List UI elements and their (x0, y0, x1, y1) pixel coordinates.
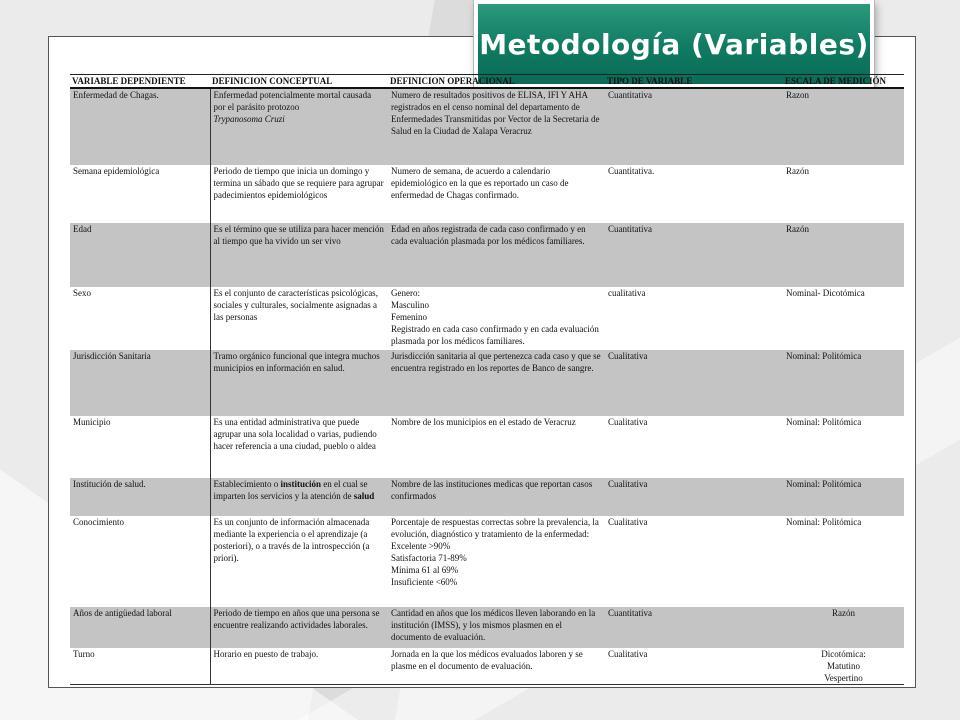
cell-variable: Jurisdicción Sanitaria (70, 350, 210, 416)
cell-conceptual: Es el término que se utiliza para hacer mención al tiempo que ha vivido un ser vivo (210, 223, 388, 287)
scale-line: Vespertino (824, 673, 863, 683)
cell-conceptual (210, 88, 388, 165)
cell-scale: Razón (783, 223, 904, 287)
cell-scale: Nominal: Politómica (783, 350, 904, 416)
conceptual-italic-text: Trypanosoma Cruzi (213, 114, 285, 124)
table-row (70, 607, 904, 648)
cell-scale: Nominal: Politómica (783, 478, 904, 516)
cell-variable: Edad (70, 223, 210, 287)
operational-line: Excelente >90% (391, 541, 451, 551)
cell-variable: Años de antigüedad laboral (70, 607, 210, 648)
header-operational: DEFINICION OPERACIONAL (388, 75, 605, 89)
table-row (70, 416, 904, 478)
cell-scale: Razón (783, 607, 904, 648)
cell-type: Cualitativa (605, 516, 783, 607)
cell-type: Cualitativa (605, 350, 783, 416)
cell-conceptual: Es un conjunto de información almacenada mediante la experiencia o el aprendizaje (a posteriori), o a través de la introspección (a priori). (210, 516, 388, 607)
cell-type: Cuantitativa (605, 607, 783, 648)
conceptual-bold-text: institución (280, 479, 321, 489)
cell-operational: Numero de resultados positivos de ELISA, IFI Y AHA registrados en el censo nominal del departamento de Enfermedades Transmitidas por Vector de la Secretaria de Salud en la Ciudad de Xalapa Veracruz (388, 88, 605, 165)
cell-scale: Nominal- Dicotómica (783, 287, 904, 350)
cell-conceptual (210, 478, 388, 516)
cell-operational: Jurisdicción sanitaria al que pertenezca cada caso y que se encuentra registrado en los reportes de Banco de sangre. (388, 350, 605, 416)
cell-type: Cuantitativa (605, 223, 783, 287)
operational-line: Femenino (391, 312, 427, 322)
cell-type: Cualitativa (605, 478, 783, 516)
table-row (70, 478, 904, 516)
cell-variable: Turno (70, 648, 210, 685)
cell-variable: Municipio (70, 416, 210, 478)
cell-operational (388, 516, 605, 607)
conceptual-text: en el cual se imparten los servicios y la atención de (213, 479, 368, 501)
operational-line: Masculino (391, 300, 429, 310)
table-header-row (70, 75, 904, 89)
cell-conceptual: Es una entidad administrativa que puede agrupar una sola localidad o varias, pudiendo hacer referencia a una ciudad, pueblo o aldea (210, 416, 388, 478)
table-row (70, 165, 904, 223)
operational-line: Registrado en cada caso confirmado y en cada evaluación plasmada por los médicos familiares. (391, 324, 599, 346)
cell-operational: Nombre de los municipios en el estado de Veracruz (388, 416, 605, 478)
cell-variable: Semana epidemiológica (70, 165, 210, 223)
operational-line: Satisfactoria 71-89% (391, 553, 467, 563)
cell-conceptual: Periodo de tiempo que inicia un domingo y termina un sábado que se requiere para agrupar padecimientos epidemiológicos (210, 165, 388, 223)
cell-type: Cualitativa (605, 416, 783, 478)
operational-line: Genero: (391, 288, 420, 298)
cell-type: Cuantitativa (605, 88, 783, 165)
header-variable: VARIABLE DEPENDIENTE (70, 75, 210, 89)
variables-table (70, 74, 904, 685)
scale-line: Dicotómica: (821, 649, 866, 659)
conceptual-text: Establecimiento o (213, 479, 279, 489)
cell-variable: Enfermedad de Chagas. (70, 88, 210, 165)
cell-variable: Sexo (70, 287, 210, 350)
cell-type: cualitativa (605, 287, 783, 350)
cell-operational: Jornada en la que los médicos evaluados laboren y se plasme en el documento de evaluación. (388, 648, 605, 685)
table-row (70, 287, 904, 350)
page-title: Metodología (Variables) (479, 28, 869, 61)
cell-variable: Conocimiento (70, 516, 210, 607)
cell-scale: Nominal: Politómica (783, 416, 904, 478)
cell-type: Cualitativa (605, 648, 783, 685)
table-row (70, 223, 904, 287)
cell-scale: Razón (783, 165, 904, 223)
header-conceptual: DEFINICION CONCEPTUAL (210, 75, 388, 89)
cell-scale: Nominal: Politómica (783, 516, 904, 607)
scale-line: Matutino (827, 661, 860, 671)
cell-conceptual: Periodo de tiempo en años que una persona se encuentre realizando actividades laborales. (210, 607, 388, 648)
cell-operational (388, 287, 605, 350)
header-type: TIPO DE VARIABLE (605, 75, 783, 89)
conceptual-text: Enfermedad potencialmente mortal causada por el parásito protozoo (213, 90, 372, 112)
table-row (70, 88, 904, 165)
table-row (70, 648, 904, 685)
operational-line: Insuficiente <60% (391, 577, 458, 587)
cell-operational: Cantidad en años que los médicos lleven laborando en la institución (IMSS), y los mismos plasmen en el documento de evaluación. (388, 607, 605, 648)
cell-variable: Institución de salud. (70, 478, 210, 516)
conceptual-bold-text: salud (353, 491, 375, 501)
operational-line: Mínima 61 al 69% (391, 565, 459, 575)
cell-operational: Nombre de las instituciones medicas que reportan casos confirmados (388, 478, 605, 516)
cell-operational: Numero de semana, de acuerdo a calendario epidemiológico en la que es reportado un caso de enfermedad de Chagas confirmado. (388, 165, 605, 223)
table-row (70, 516, 904, 607)
cell-type: Cuantitativa. (605, 165, 783, 223)
cell-scale: Razon (783, 88, 904, 165)
cell-conceptual: Tramo orgánico funcional que integra muchos municipios en información en salud. (210, 350, 388, 416)
cell-conceptual: Horario en puesto de trabajo. (210, 648, 388, 685)
header-scale: ESCALA DE MEDICIÓN (783, 75, 904, 89)
cell-conceptual: Es el conjunto de características psicológicas, sociales y culturales, socialmente asignadas a las personas (210, 287, 388, 350)
cell-operational: Edad en años registrada de cada caso confirmado y en cada evaluación plasmada por los médicos familiares. (388, 223, 605, 287)
table-row (70, 350, 904, 416)
operational-line: Porcentaje de respuestas correctas sobre la prevalencia, la evolución, diagnóstico y tratamiento de la enfermedad: (391, 517, 599, 539)
cell-scale (783, 648, 904, 685)
